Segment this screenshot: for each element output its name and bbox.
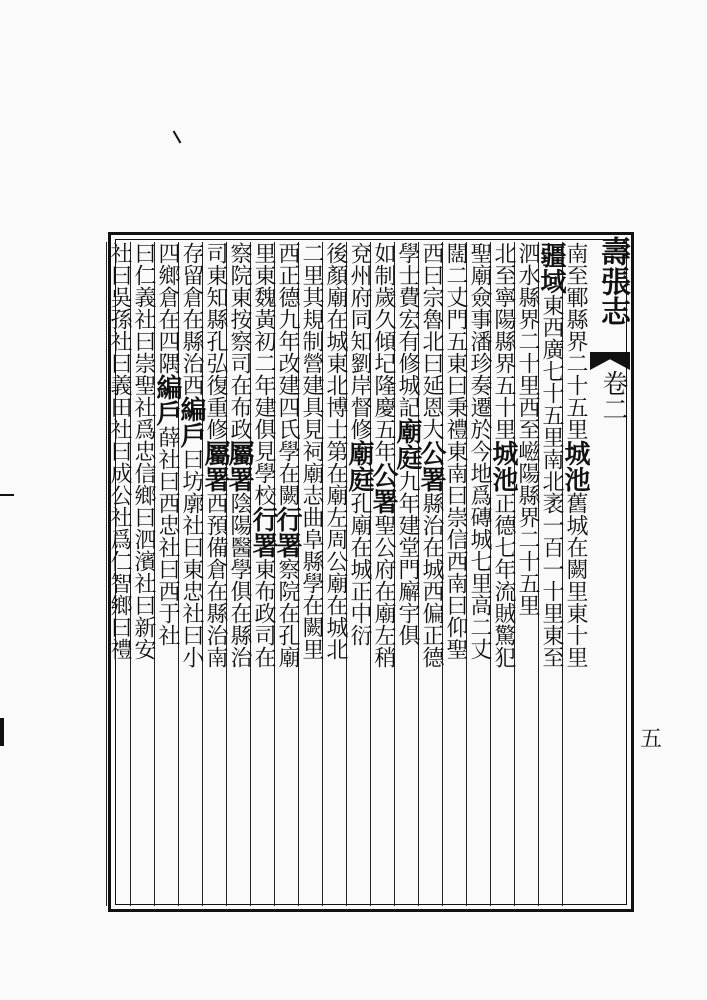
text-column	[514, 242, 539, 906]
body-text: 聖廟僉事潘珍奏遷於今地爲磚城七里高二丈	[467, 242, 492, 660]
text-column	[416, 242, 446, 906]
body-text: 南至鄆縣界二十五里	[563, 242, 588, 440]
text-column	[488, 242, 518, 906]
section-heading: 編戶	[152, 374, 182, 426]
body-text: 泗水縣界二十里西至嵫陽縣界二十五里	[515, 242, 540, 616]
page-header-strip	[586, 236, 632, 908]
text-column	[298, 242, 323, 906]
section-heading: 廟庭	[392, 418, 422, 470]
body-text: 舊城在闕里東十里	[563, 492, 588, 668]
section-heading: 行署	[248, 506, 278, 558]
text-column	[368, 242, 398, 906]
page-number: 五	[640, 727, 663, 752]
body-text: 西預備倉在縣治南	[203, 492, 228, 668]
text-column	[536, 242, 566, 906]
section-heading: 廟庭	[344, 440, 374, 492]
body-text: 北至寧陽縣界五十里	[491, 242, 516, 440]
body-text: 正德七年流賊驚犯	[491, 492, 516, 668]
body-text: 孔廟在城正中衍	[347, 492, 372, 646]
body-text: 學士費宏有修城記	[395, 242, 420, 418]
text-column	[152, 242, 182, 906]
body-text: 東西廣七十五里南北袤一百一十里東至	[539, 294, 564, 668]
body-text: 闊二丈門五東曰秉禮東南曰崇信西南曰仰聖	[443, 242, 468, 660]
body-text: 西正德九年改建四氏學在闕	[275, 242, 300, 506]
book-title: 壽張志	[595, 236, 630, 326]
body-text: 聖公府在廟左稍	[371, 514, 396, 668]
text-column	[130, 242, 155, 906]
body-text: 里東魏黃初二年建俱見學校	[251, 242, 276, 506]
text-column	[248, 242, 278, 906]
body-text: 如制歲久傾圮隆慶五年	[371, 242, 396, 462]
body-text: 薛社曰西忠社曰西于社	[155, 426, 180, 646]
text-column	[224, 242, 254, 906]
body-text: 二里其規制營建具見祠廟志曲阜縣學在闕里	[299, 242, 324, 660]
text-column	[106, 242, 131, 906]
body-text: 存留倉在縣治西	[179, 242, 204, 396]
body-text: 察院在孔廟	[275, 558, 300, 668]
section-heading: 疆域	[536, 242, 566, 294]
text-column	[442, 242, 467, 906]
scan-mark	[173, 130, 182, 143]
text-column	[466, 242, 491, 906]
body-text: 西曰宗魯北曰延恩大	[419, 242, 444, 440]
body-text: 九年建堂門廨宇俱	[395, 470, 420, 646]
body-text: 東布政司在	[251, 558, 276, 668]
body-text: 曰仁義社曰崇聖社爲忠信鄉曰泗濱社曰新安	[131, 242, 156, 660]
section-heading: 行署	[272, 506, 302, 558]
section-heading: 屬署	[224, 440, 254, 492]
text-column	[272, 242, 302, 906]
section-heading: 城池	[560, 440, 590, 492]
scan-mark	[0, 494, 14, 496]
body-text: 社曰吳孫社曰義田社曰成公社爲仁智鄉曰禮	[107, 242, 132, 660]
body-text: 四鄉倉在四隅	[155, 242, 180, 374]
section-heading: 公署	[368, 462, 398, 514]
body-text: 縣治在城西偏正德	[419, 492, 444, 668]
body-text: 察院東按察司在布政	[227, 242, 252, 440]
juan-label: 卷二	[598, 370, 628, 422]
text-column	[560, 242, 590, 906]
text-column	[392, 242, 422, 906]
section-heading: 編戶	[176, 396, 206, 448]
body-text: 陰陽醫學俱在縣治	[227, 492, 252, 668]
section-heading: 城池	[488, 440, 518, 492]
body-text: 後顏廟在城東北博士第在廟左周公廟在城北	[323, 242, 348, 660]
body-text: 曰坊廓社曰東忠社曰小	[179, 448, 204, 668]
section-heading: 公署	[416, 440, 446, 492]
scan-mark	[0, 718, 4, 746]
text-column	[200, 242, 230, 906]
text-column	[176, 242, 206, 906]
text-column	[322, 242, 347, 906]
body-text: 司東知縣孔弘復重修	[203, 242, 228, 440]
text-column	[344, 242, 374, 906]
section-heading: 屬署	[200, 440, 230, 492]
body-text: 兗州府同知劉岸督修	[347, 242, 372, 440]
